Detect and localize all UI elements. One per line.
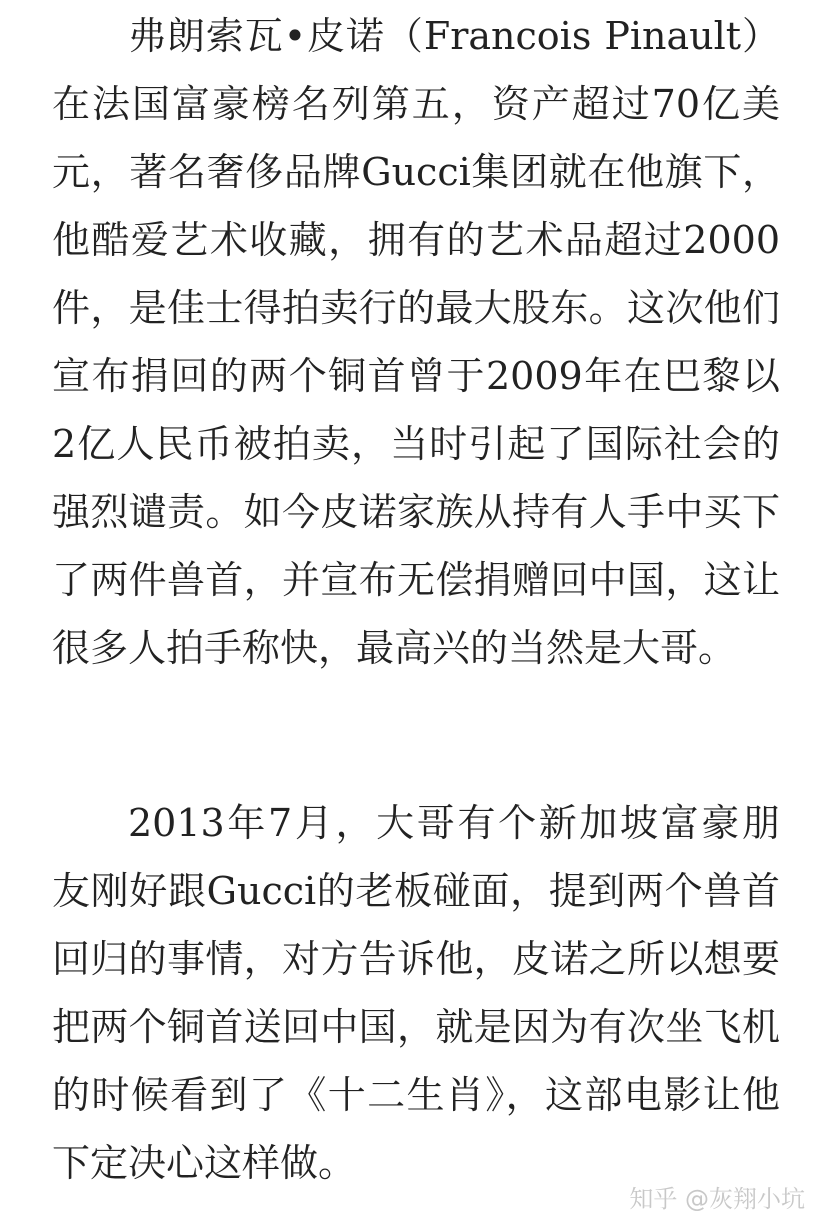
- paragraph-gucci-meeting: 2013年7月，大哥有个新加坡富豪朋友刚好跟Gucci的老板碰面，提到两个兽首回归的事情，对方告诉他，皮诺之所以想要把两个铜首送回中国，就是因为有次坐飞机的时候看到了《十二生肖》，这部电影让他下定决心这样做。: [52, 801, 780, 1185]
- zhihu-watermark: 知乎 @灰翔小坑: [629, 1185, 805, 1213]
- paragraph-pinault-donation: 弗朗索瓦•皮诺（Francois Pinault）在法国富豪榜名列第五，资产超过70亿美元，著名奢侈品牌Gucci集团就在他旗下，他酷爱艺术收藏，拥有的艺术品超过2000件，是佳士得拍卖行的最大股东。这次他们宣布捐回的两个铜首曾于2009年在巴黎以2亿人民币被拍卖，当时引起了国际社会的强烈谴责。如今皮诺家族从持有人手中买下了两件兽首，并宣布无偿捐赠回中国，这让很多人拍手称快，最高兴的当然是大哥。: [52, 14, 780, 670]
